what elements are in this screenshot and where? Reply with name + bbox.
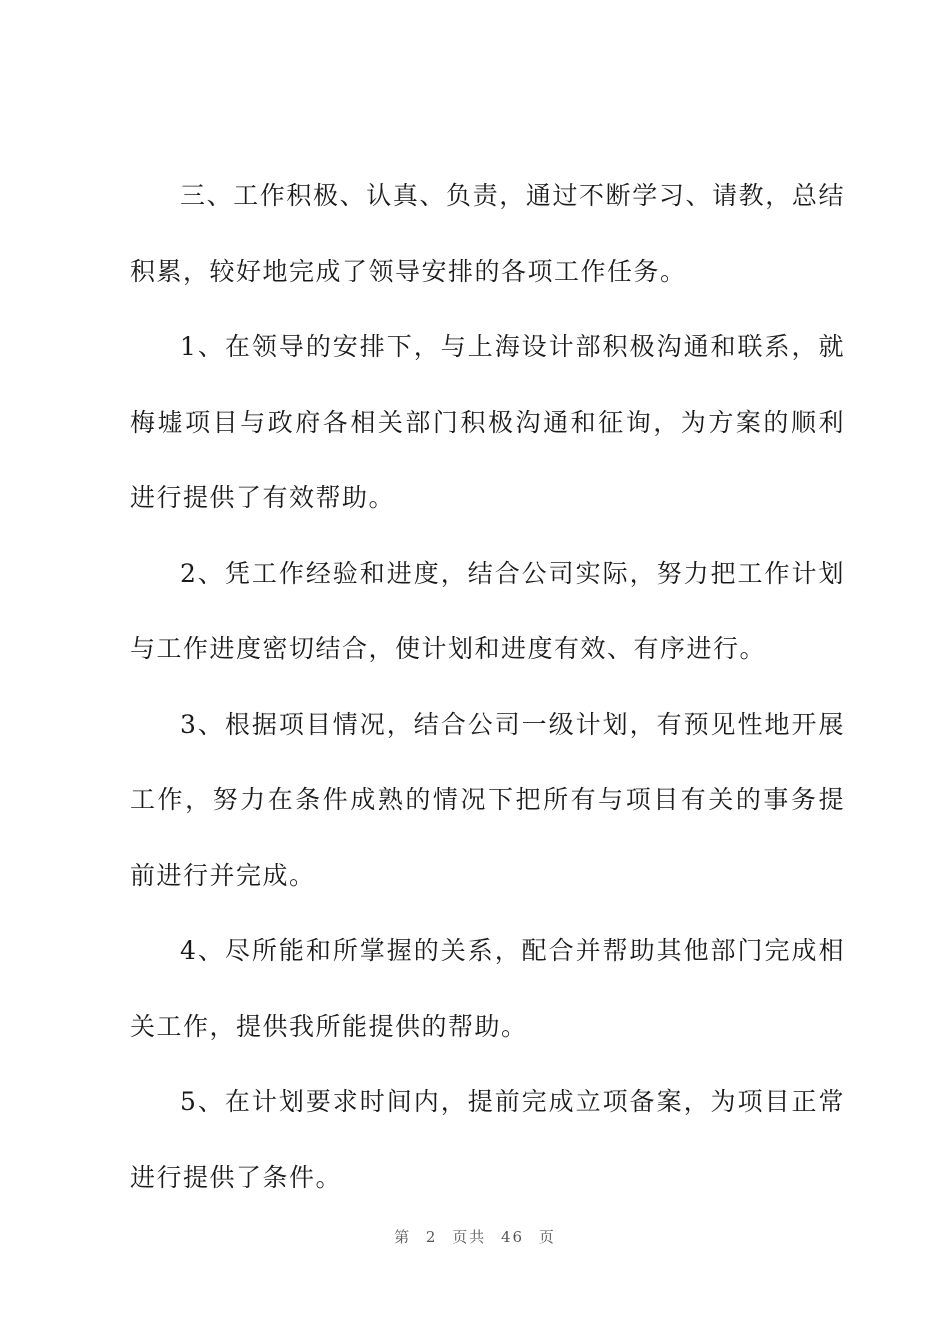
footer-page-number: 2 bbox=[425, 1228, 438, 1246]
paragraph-item-3: 3、根据项目情况，结合公司一级计划，有预见性地开展工作，努力在条件成熟的情况下把所有与项目有关的事务提前进行并完成。 bbox=[130, 709, 845, 890]
paragraph-item-1: 1、在领导的安排下，与上海设计部积极沟通和联系，就梅墟项目与政府各相关部门积极沟通和征询，为方案的顺利进行提供了有效帮助。 bbox=[130, 332, 845, 512]
document-body bbox=[130, 158, 845, 1215]
footer-suffix: 页 bbox=[538, 1228, 556, 1246]
footer-total-pages: 46 bbox=[501, 1228, 525, 1246]
paragraph-item-2: 2、凭工作经验和进度，结合公司实际，努力把工作计划与工作进度密切结合，使计划和进度有效、有序进行。 bbox=[130, 558, 845, 663]
page-footer bbox=[0, 1226, 950, 1247]
footer-prefix: 第 bbox=[394, 1228, 412, 1246]
paragraph-item-5: 5、在计划要求时间内，提前完成立项备案，为项目正常进行提供了条件。 bbox=[130, 1087, 845, 1192]
paragraph-summary: 三、工作积极、认真、负责，通过不断学习、请教，总结积累，较好地完成了领导安排的各项工作任务。 bbox=[130, 181, 845, 286]
paragraph-item-4: 4、尽所能和所掌握的关系，配合并帮助其他部门完成相关工作，提供我所能提供的帮助。 bbox=[130, 936, 845, 1041]
footer-middle: 页共 bbox=[452, 1228, 487, 1246]
